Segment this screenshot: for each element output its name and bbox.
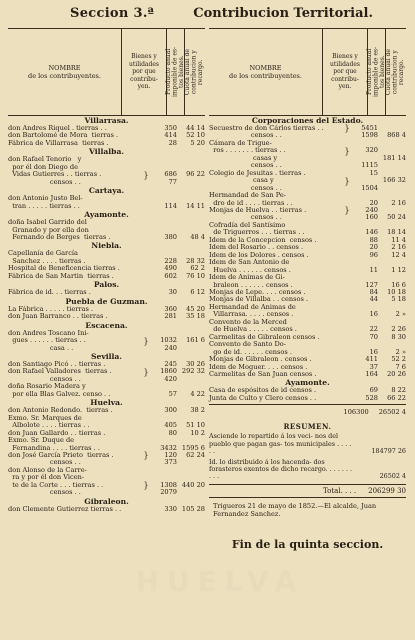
contributor-name: don Rafael Tenorio y bbox=[8, 155, 82, 164]
locality-heading: Ayamonte. bbox=[285, 378, 330, 388]
contributor-name: Carmelitas de Gibraleon censos . bbox=[209, 332, 320, 341]
product-value: 228 bbox=[164, 256, 177, 265]
page-header bbox=[8, 6, 407, 28]
contributor-name: de Triguerros . . . tierras . . bbox=[209, 228, 305, 237]
contributor-name: don Bartolomé de Mora tierras . bbox=[8, 131, 119, 140]
contributor-name: doña Isabel Garrido del bbox=[8, 218, 87, 227]
product-value: 1598 bbox=[361, 131, 378, 140]
product-value: 160 bbox=[365, 213, 378, 222]
product-value: 1115 bbox=[361, 161, 378, 170]
contributor-name: ra y por él don Vicen- bbox=[8, 473, 85, 482]
quota-value: 96 22 bbox=[186, 170, 205, 179]
contributor-name: casa . . bbox=[8, 343, 74, 352]
quota-value: 2 » bbox=[395, 347, 406, 356]
table-row bbox=[8, 313, 205, 320]
product-value: 5451 bbox=[361, 124, 378, 132]
product-value: 3432 bbox=[160, 443, 177, 452]
right-total-row bbox=[209, 406, 406, 418]
brace: } bbox=[344, 146, 350, 156]
contributor-name: Convento de la Merced bbox=[209, 317, 287, 326]
contributor-name: don Antonio Redondo. tierras . bbox=[8, 406, 113, 415]
product-value: 84 bbox=[369, 287, 378, 296]
contributor-name: Capellanía de García bbox=[8, 249, 78, 258]
product-value: 164 bbox=[365, 369, 378, 378]
product-value: 528 bbox=[365, 393, 378, 402]
table-row bbox=[8, 506, 205, 513]
contributor-name: Fábrica de Villarrasa tierras . bbox=[8, 138, 109, 147]
signature: Trigueros 21 de mayo de 1852.—El alcalde, Juan Fernandez Sanchez. bbox=[213, 501, 377, 518]
locality-heading: Ayamonte. bbox=[84, 210, 129, 220]
left-column-header bbox=[8, 28, 205, 116]
quota-value: 38 2 bbox=[190, 406, 205, 415]
contributor-name: de Huelva . . . . . censos . bbox=[209, 325, 297, 334]
contributor-name: Fernando de Berges tierras . bbox=[8, 232, 111, 241]
contributor-name: Exmo. Sr. Duque de bbox=[8, 436, 75, 445]
product-value: 373 bbox=[164, 458, 177, 467]
contributor-name: censos . . bbox=[8, 374, 81, 383]
product-value: 57 bbox=[168, 389, 177, 398]
product-value: 146 bbox=[365, 228, 378, 237]
contributor-name: gues . . . . . . tierras . . bbox=[8, 336, 86, 345]
product-value: 350 bbox=[164, 124, 177, 132]
product-value: 20 bbox=[369, 198, 378, 207]
contributor-name: censos . . bbox=[8, 177, 81, 186]
contributor-name: go de id. . . . . . censos . bbox=[209, 347, 292, 356]
table-row bbox=[8, 179, 205, 186]
table-row bbox=[209, 395, 406, 402]
product-value: 360 bbox=[164, 304, 177, 313]
contributor-name: Carmelitas de San Juan censos . bbox=[209, 369, 317, 378]
product-value: 44 bbox=[369, 295, 378, 304]
contributor-name: te de la Corte . . . tierras . . bbox=[8, 480, 104, 489]
contributor-name: censos . . bbox=[8, 458, 81, 467]
brace: } bbox=[143, 170, 149, 180]
product-value: 1504 bbox=[361, 183, 378, 192]
quota-value: 8 30 bbox=[391, 332, 406, 341]
contributor-name: braleon . . . . . . censos . bbox=[209, 280, 293, 289]
table-row bbox=[8, 234, 205, 241]
product-value: 330 bbox=[164, 504, 177, 513]
contributor-name: don Clemente Gutierrez tierras . . bbox=[8, 504, 122, 513]
header-bienes: Bienes y utilidades por que contribu- yen. bbox=[122, 29, 167, 115]
contributor-name: don José García Prieto tierras . bbox=[8, 450, 114, 459]
contributor-name: Villarrasa. . . . . censos . bbox=[209, 310, 294, 319]
contributor-name: don Rafael Valladores tierras . bbox=[8, 367, 112, 376]
quota-value: 11 4 bbox=[391, 235, 406, 244]
quota-value: 12 4 bbox=[391, 250, 406, 259]
quota-value: 2 » bbox=[395, 310, 406, 319]
quota-value: 18 14 bbox=[387, 228, 406, 237]
quota-value: 166 32 bbox=[382, 176, 406, 185]
product-value: 69 bbox=[369, 386, 378, 395]
product-value: 114 bbox=[164, 201, 177, 210]
product-value: 15 bbox=[369, 168, 378, 177]
contributor-name: doña Rosario Madera y bbox=[8, 382, 86, 391]
quota-value: 8 22 bbox=[391, 386, 406, 395]
locality-heading: Sevilla. bbox=[91, 351, 122, 361]
product-value: 1308 bbox=[160, 480, 177, 489]
quota-value: 28 32 bbox=[186, 256, 205, 265]
quota-value: 2 16 bbox=[391, 243, 406, 252]
product-value: 414 bbox=[164, 131, 177, 140]
quota-value: 16 6 bbox=[391, 280, 406, 289]
contributor-name: Cofradía del Santísimo bbox=[209, 220, 286, 229]
contributor-name: censos . . bbox=[209, 131, 282, 140]
contributor-name: ros . . . . . . . tierras . . bbox=[209, 146, 286, 155]
brace: } bbox=[143, 451, 149, 461]
section-footer: Fin de la quinta seccion. bbox=[231, 537, 384, 551]
table-row bbox=[8, 273, 205, 280]
contributor-name: Convento de Santo Do- bbox=[209, 340, 286, 349]
quota-value: 868 4 bbox=[387, 131, 406, 140]
product-value: 240 bbox=[365, 205, 378, 214]
product-value: 127 bbox=[365, 280, 378, 289]
contributor-name: Casa de espósitos de id censos . bbox=[209, 386, 317, 395]
contributor-name: por él don Diego de bbox=[8, 162, 78, 171]
contributor-name: Hermandad de San Pe- bbox=[209, 191, 286, 200]
quota-value: 440 20 bbox=[181, 480, 205, 489]
product-value: 37 bbox=[369, 362, 378, 371]
brace: } bbox=[143, 336, 149, 346]
product-value: 405 bbox=[164, 421, 177, 430]
contributor-name: Fábrica de San Martin tierras . bbox=[8, 271, 114, 280]
quota-value: 10 18 bbox=[387, 287, 406, 296]
quota-value: 4 22 bbox=[190, 389, 205, 398]
contributor-name: don Juan Barranco . . tierras . bbox=[8, 312, 108, 321]
quota-value: 45 20 bbox=[186, 304, 205, 313]
columns bbox=[8, 28, 407, 551]
table-row bbox=[8, 345, 205, 352]
contributor-name: Monjas de Huelva . . tierras . bbox=[209, 205, 307, 214]
right-total-producto: 106300 bbox=[343, 408, 369, 417]
total-label: Total. . . . bbox=[323, 486, 357, 495]
product-value: 245 bbox=[164, 359, 177, 368]
product-value: 22 bbox=[369, 325, 378, 334]
product-value: 240 bbox=[164, 343, 177, 352]
quota-value: 1595 6 bbox=[181, 443, 205, 452]
table-row bbox=[8, 140, 205, 147]
locality-heading: Niebla. bbox=[91, 241, 122, 251]
contributor-name: La Fábrica . . . . . tierras . bbox=[8, 304, 94, 313]
product-value: 16 bbox=[369, 347, 378, 356]
contributor-name: Fernandina . . . . tierras . . bbox=[8, 443, 100, 452]
quota-value: 181 14 bbox=[382, 153, 406, 162]
contributor-name: Colegio de Jesuitas . tierras . bbox=[209, 168, 306, 177]
contributor-name: casa y bbox=[209, 176, 274, 185]
contributor-name: Secuestro de don Cárlos tierras . . bbox=[209, 124, 324, 132]
resumen-title: RESUMEN. bbox=[283, 422, 332, 432]
brace: } bbox=[344, 124, 350, 134]
product-value: 490 bbox=[164, 264, 177, 273]
header-name: NOMBRE de los contribuyentes. bbox=[8, 29, 122, 115]
locality-heading: Palos. bbox=[93, 280, 120, 290]
right-body bbox=[209, 116, 406, 402]
contributor-name: censos . . bbox=[209, 161, 282, 170]
header-producto: Producto anual imponible de es- tos bienes. bbox=[368, 29, 386, 115]
contributor-name: Sanchez . . . . tierras . bbox=[8, 256, 86, 265]
contributor-name: don Santiago Picó . . tierras . bbox=[8, 359, 106, 368]
right-total-cuota: 26502 4 bbox=[378, 408, 406, 417]
product-value: 686 bbox=[164, 170, 177, 179]
product-value: 2079 bbox=[160, 488, 177, 497]
product-value: 28 bbox=[168, 138, 177, 147]
product-value: 1032 bbox=[160, 336, 177, 345]
product-value: 420 bbox=[164, 374, 177, 383]
locality-heading: Villalba. bbox=[88, 147, 125, 157]
contributor-name: Fábrica de id. . . tierras . bbox=[8, 288, 91, 297]
page-title: Contribucion Territorial. bbox=[193, 6, 373, 21]
contributor-name: Cámara de Trigue- bbox=[209, 138, 272, 147]
quota-value: 2 26 bbox=[391, 325, 406, 334]
left-body bbox=[8, 116, 205, 513]
quota-value: 1 12 bbox=[391, 265, 406, 274]
contributor-name: Monjas de Villalba . . censos . bbox=[209, 295, 309, 304]
quota-value: 10 2 bbox=[190, 428, 205, 437]
contributor-name: por ella Blas Galvez. censo . . bbox=[8, 389, 111, 398]
product-value: 1860 bbox=[160, 367, 177, 376]
table-row bbox=[8, 289, 205, 296]
contributor-name: don Antonio Justo Bel- bbox=[8, 194, 83, 203]
right-column-header bbox=[209, 28, 406, 116]
product-value: 30 bbox=[168, 288, 177, 297]
product-value: 70 bbox=[369, 332, 378, 341]
table-row bbox=[8, 203, 205, 210]
locality-heading: Escacena. bbox=[85, 320, 128, 330]
contributor-name: don Andres Toscano Ini- bbox=[8, 328, 89, 337]
contributor-name: Idem de Moguer. . . . censos . bbox=[209, 362, 308, 371]
resumen-line: Id. lo distribuido á los hacenda- dos forasteros exentos de dicho recargo. . . . . . . . . . 26502 4 bbox=[209, 457, 406, 481]
section-label: Seccion 3.ª bbox=[70, 6, 155, 21]
contributor-name: tran . . . . . tierras . . bbox=[8, 201, 80, 210]
quota-value: 105 28 bbox=[181, 504, 205, 513]
quota-value: 76 10 bbox=[186, 271, 205, 280]
product-value: 380 bbox=[164, 232, 177, 241]
product-value: 300 bbox=[164, 406, 177, 415]
contributor-name: Idem de San Antonio de bbox=[209, 258, 290, 267]
brace: } bbox=[143, 481, 149, 491]
quota-value: 6 12 bbox=[190, 288, 205, 297]
contributor-name: censos . . bbox=[209, 213, 282, 222]
contributor-name: don Andres Riquel . tierras . . bbox=[8, 124, 107, 132]
contributor-name: don Alonso de la Carre- bbox=[8, 465, 87, 474]
product-value: 11 bbox=[369, 265, 378, 274]
locality-heading: Cartaya. bbox=[88, 186, 125, 196]
quota-value: 5 20 bbox=[190, 138, 205, 147]
product-value: 20 bbox=[369, 243, 378, 252]
header-bienes: Bienes y utilidades por que contribu- yen. bbox=[323, 29, 368, 115]
quota-value: 2 16 bbox=[391, 198, 406, 207]
quota-value: 52 10 bbox=[186, 131, 205, 140]
quota-value: 44 14 bbox=[186, 124, 205, 132]
divider bbox=[209, 404, 406, 405]
quota-value: 14 11 bbox=[186, 201, 205, 210]
quota-value: 50 24 bbox=[387, 213, 406, 222]
contributor-name: Idem de los Dolores . censos . bbox=[209, 250, 309, 259]
quota-value: 5 18 bbox=[391, 295, 406, 304]
left-column bbox=[8, 28, 205, 551]
contributor-name: Hermandad de Animas de bbox=[209, 302, 296, 311]
product-value: 120 bbox=[164, 450, 177, 459]
resumen-line: Asciende lo repartido á los veci- nos del pueblo que pagan gas- tos municipales . . . . . . 184797 26 bbox=[209, 432, 406, 456]
brace: } bbox=[344, 206, 350, 216]
product-value: 281 bbox=[164, 312, 177, 321]
quota-value: 48 4 bbox=[190, 232, 205, 241]
contributor-name: Idem del Rosario . . censos . bbox=[209, 243, 304, 252]
product-value: 411 bbox=[365, 355, 378, 364]
quota-value: 51 10 bbox=[186, 421, 205, 430]
contributor-name: Vidas Gutierres . . tierras . bbox=[8, 170, 102, 179]
quota-value: 30 26 bbox=[186, 359, 205, 368]
locality-heading: Huelva. bbox=[90, 398, 123, 408]
watermark: HUELVA bbox=[135, 565, 305, 598]
quota-value: 52 2 bbox=[391, 355, 406, 364]
contributor-name: censos . . bbox=[8, 488, 81, 497]
product-value: 320 bbox=[365, 146, 378, 155]
product-value: 88 bbox=[369, 235, 378, 244]
locality-heading: Puebla de Guzman. bbox=[65, 296, 148, 306]
quota-value: 66 22 bbox=[387, 393, 406, 402]
table-row bbox=[8, 489, 205, 496]
quota-value: 292 32 bbox=[181, 367, 205, 376]
product-value: 16 bbox=[369, 310, 378, 319]
contributor-name: Monjas de Gibraleon . censos . bbox=[209, 355, 312, 364]
table-row bbox=[209, 371, 406, 378]
contributor-name: don Juan Gallardo . . tierras . bbox=[8, 428, 106, 437]
contributor-name: Exmo. Sr. Marques de bbox=[8, 413, 82, 422]
quota-value: 20 26 bbox=[387, 369, 406, 378]
total-value: 206299 30 bbox=[368, 486, 406, 495]
header-producto: Producto anual imponible de es- tos bienes. bbox=[167, 29, 185, 115]
brace: } bbox=[344, 176, 350, 186]
quota-value: 62 24 bbox=[186, 450, 205, 459]
contributor-name: Granado y por ella don bbox=[8, 225, 89, 234]
contributor-name: Junta de Culto y Clero censos . . bbox=[209, 393, 317, 402]
resumen-total bbox=[209, 484, 406, 498]
contributor-name: censos . . bbox=[209, 183, 282, 192]
contributor-name: Monjas de Lepe. . . . censos . bbox=[209, 287, 306, 296]
contributor-name: Huelva . . . . . . censos . bbox=[209, 265, 291, 274]
product-value: 602 bbox=[164, 271, 177, 280]
product-value: 80 bbox=[168, 428, 177, 437]
locality-heading: Villarrasa. bbox=[84, 116, 129, 125]
contributor-name: dro de id . . . . tierras . . bbox=[209, 198, 293, 207]
contributor-name: Idem de la Concepcion censos . bbox=[209, 235, 317, 244]
contributor-name: Albolote . . . . tierras . . bbox=[8, 421, 90, 430]
product-value: 77 bbox=[168, 177, 177, 186]
contributor-name: casas y bbox=[209, 153, 278, 162]
locality-heading: Gibraleon. bbox=[84, 496, 129, 506]
contributor-name: Idem de Animas de Gi- bbox=[209, 273, 285, 282]
quota-value: 161 6 bbox=[186, 336, 205, 345]
header-cuota: Cuota anual de contribucion y recargo. bbox=[184, 48, 205, 96]
header-name: NOMBRE de los contribuyentes. bbox=[209, 29, 323, 115]
contributor-name: Hospital de Beneficencia tierras . bbox=[8, 264, 120, 273]
header-cuota: Cuota anual de contribucion y recargo. bbox=[385, 48, 406, 96]
quota-value: 62 2 bbox=[190, 264, 205, 273]
brace: } bbox=[143, 367, 149, 377]
table-row bbox=[8, 391, 205, 398]
locality-heading: Corporaciones del Estado. bbox=[251, 116, 364, 125]
quota-value: 35 18 bbox=[186, 312, 205, 321]
quota-value: 7 6 bbox=[395, 362, 406, 371]
right-column bbox=[209, 28, 406, 551]
product-value: 96 bbox=[369, 250, 378, 259]
